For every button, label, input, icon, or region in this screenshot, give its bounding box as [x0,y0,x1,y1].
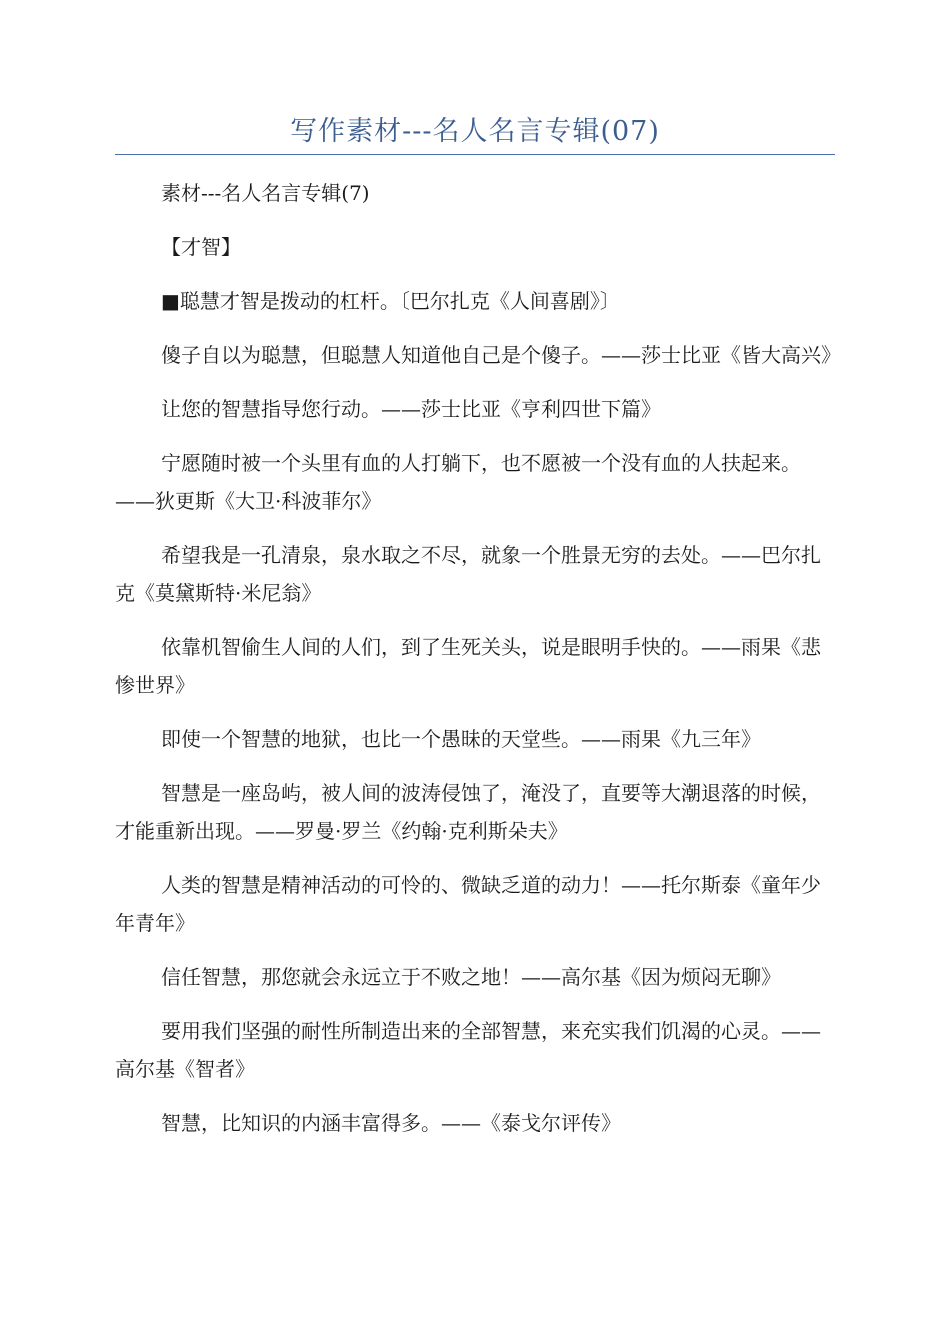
paragraph-quote: 傻子自以为聪慧，但聪慧人知道他自己是个傻子。——莎士比亚《皆大高兴》 [161,343,841,367]
paragraph-quote: 让您的智慧指导您行动。——莎士比亚《亨利四世下篇》 [161,397,661,421]
paragraph-quote: 即使一个智慧的地狱，也比一个愚昧的天堂些。——雨果《九三年》 [161,727,761,751]
paragraph-quote: 要用我们坚强的耐性所制造出来的全部智慧，来充实我们饥渴的心灵。——高尔基《智者》 [115,1019,821,1081]
paragraph-quote: 宁愿随时被一个头里有血的人打躺下，也不愿被一个没有血的人扶起来。——狄更斯《大卫·科波菲尔》 [115,451,801,513]
paragraph-subtitle: 素材---名人名言专辑(7) [161,181,370,205]
paragraph-quote: 智慧是一座岛屿，被人间的波涛侵蚀了，淹没了，直要等大潮退落的时候，才能重新出现。——罗曼·罗兰《约翰·克利斯朵夫》 [115,781,821,843]
title-underline [115,154,835,155]
document-body [115,174,841,1158]
paragraph-quote: 智慧，比知识的内涵丰富得多。——《泰戈尔评传》 [161,1111,621,1135]
paragraph-quote: 人类的智慧是精神活动的可怜的、微缺乏道的动力！——托尔斯泰《童年少年青年》 [115,873,821,935]
paragraph-quote: 信任智慧，那您就会永远立于不败之地！——高尔基《因为烦闷无聊》 [161,965,781,989]
paragraph-section-heading: 【才智】 [161,235,241,259]
paragraph-quote: 依靠机智偷生人间的人们，到了生死关头，说是眼明手快的。——雨果《悲惨世界》 [115,635,821,697]
paragraph-quote: ■聪慧才智是拨动的杠杆。〔巴尔扎克《人间喜剧》〕 [161,289,620,313]
document-title: 写作素材---名人名言专辑(07) [290,116,660,147]
paragraph-quote: 希望我是一孔清泉，泉水取之不尽，就象一个胜景无穷的去处。——巴尔扎克《莫黛斯特·米尼翁》 [115,543,821,605]
